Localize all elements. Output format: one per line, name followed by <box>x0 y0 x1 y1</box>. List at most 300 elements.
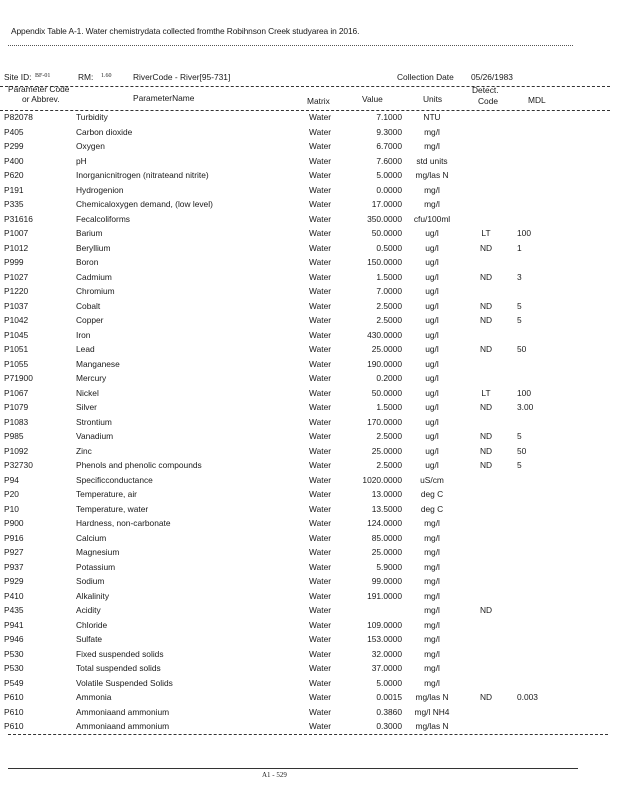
cell-value: 2.5000 <box>376 460 402 470</box>
cell-param-code: P530 <box>4 648 24 659</box>
cell-units: ug/l <box>425 344 439 354</box>
cell-param-name: Ammoniaand ammonium <box>76 721 170 731</box>
cell-value: 350.0000 <box>367 213 402 224</box>
cell-detect-code: LT <box>481 387 491 398</box>
cell-units: mg/l <box>424 663 440 673</box>
cell-value: 0.5000 <box>376 242 402 253</box>
table-row <box>0 632 610 647</box>
cell-mdl: 0.003 <box>517 692 538 702</box>
cell-matrix: Water <box>309 619 332 630</box>
cell-value: 170.0000 <box>367 416 402 427</box>
cell-matrix: Water <box>309 503 332 514</box>
table-row <box>0 212 610 227</box>
collection-date-value: 05/26/1983 <box>471 72 513 82</box>
cell-param-name: Calcium <box>76 532 107 543</box>
cell-matrix: Water <box>309 373 332 383</box>
cell-value: 0.2000 <box>376 373 402 383</box>
cell-param-name: Magnesium <box>76 547 120 557</box>
table-row <box>0 589 610 604</box>
cell-param-name: Strontium <box>76 416 112 427</box>
table-row <box>0 603 610 618</box>
header-param-code: Parameter Code <box>8 84 70 94</box>
cell-value: 190.0000 <box>367 358 402 369</box>
cell-mdl: 1 <box>517 242 522 253</box>
cell-param-code: P929 <box>4 576 24 586</box>
table-row <box>0 139 610 154</box>
cell-param-code: P10 <box>4 503 19 514</box>
header-mdl: MDL <box>528 95 546 105</box>
cell-value: 109.0000 <box>367 619 402 630</box>
cell-matrix: Water <box>309 257 332 267</box>
cell-value: 25.0000 <box>371 547 402 557</box>
cell-value: 5.0000 <box>376 677 402 688</box>
table-row <box>0 400 610 415</box>
cell-units: mg/l <box>424 576 440 586</box>
table-row <box>0 226 610 241</box>
cell-detect-code: ND <box>479 315 493 325</box>
cell-matrix: Water <box>309 199 332 209</box>
header-units: Units <box>423 94 443 104</box>
cell-param-code: P71900 <box>4 373 33 383</box>
cell-param-code: P985 <box>4 431 24 441</box>
cell-param-name: Vanadium <box>76 431 114 441</box>
cell-value: 7.6000 <box>376 155 402 166</box>
table-row <box>0 719 610 734</box>
data-table <box>0 110 610 734</box>
cell-units: ug/l <box>425 416 439 427</box>
cell-value: 2.5000 <box>376 315 402 325</box>
table-row <box>0 676 610 691</box>
table-row <box>0 110 610 125</box>
cell-param-code: P31616 <box>4 213 33 224</box>
header-matrix: Matrix <box>307 96 330 106</box>
cell-param-name: Zinc <box>76 445 92 456</box>
table-row <box>0 386 610 401</box>
cell-param-name: Boron <box>76 257 99 267</box>
cell-value: 0.3860 <box>376 706 402 717</box>
cell-param-code: P549 <box>4 677 24 688</box>
cell-param-code: P1083 <box>4 416 29 427</box>
cell-matrix: Water <box>309 344 332 354</box>
cell-value: 50.0000 <box>371 387 402 398</box>
cell-matrix: Water <box>309 692 332 702</box>
cell-value: 2.5000 <box>376 300 402 311</box>
cell-matrix: Water <box>309 634 332 644</box>
cell-param-name: Silver <box>76 402 97 412</box>
cell-param-code: P400 <box>4 155 24 166</box>
cell-param-code: P1079 <box>4 402 29 412</box>
cell-units: mg/l <box>424 184 440 195</box>
cell-param-code: P916 <box>4 532 24 543</box>
cell-param-code: P1092 <box>4 445 29 456</box>
cell-matrix: Water <box>309 126 332 137</box>
cell-units: cfu/100ml <box>413 213 451 224</box>
cell-matrix: Water <box>309 706 332 717</box>
cell-param-name: Iron <box>76 329 91 340</box>
table-row <box>0 545 610 560</box>
cell-matrix: Water <box>309 416 332 427</box>
table-row <box>0 328 610 343</box>
cell-param-code: P941 <box>4 619 24 630</box>
cell-value: 153.0000 <box>367 634 402 644</box>
cell-mdl: 50 <box>517 344 527 354</box>
cell-matrix: Water <box>309 213 332 224</box>
cell-value: 124.0000 <box>367 518 402 528</box>
cell-value: 1020.0000 <box>362 474 402 485</box>
cell-units: mg/l <box>424 590 440 601</box>
cell-units: mg/las N <box>415 721 449 731</box>
cell-matrix: Water <box>309 286 332 296</box>
cell-param-code: P610 <box>4 721 24 731</box>
cell-param-code: P299 <box>4 141 24 151</box>
cell-matrix: Water <box>309 590 332 601</box>
site-id-value: BF-01 <box>35 73 51 79</box>
cell-detect-code: ND <box>479 460 493 470</box>
cell-param-name: Mercury <box>76 373 107 383</box>
cell-value: 0.0015 <box>376 692 402 702</box>
table-row <box>0 429 610 444</box>
cell-param-name: Volatile Suspended Solids <box>76 677 173 688</box>
cell-mdl: 5 <box>517 431 522 441</box>
cell-units: ug/l <box>425 286 439 296</box>
cell-param-code: P1045 <box>4 329 29 340</box>
cell-matrix: Water <box>309 141 332 151</box>
cell-matrix: Water <box>309 547 332 557</box>
cell-param-name: Lead <box>76 344 95 354</box>
cell-units: ug/l <box>425 329 439 340</box>
table-end-rule <box>8 734 608 735</box>
cell-value: 150.0000 <box>367 257 402 267</box>
cell-param-name: Potassium <box>76 561 116 572</box>
cell-units: ug/l <box>425 373 439 383</box>
cell-units: std units <box>416 155 448 166</box>
cell-param-name: Hardness, non-carbonate <box>76 518 171 528</box>
site-info-bar <box>4 72 604 84</box>
table-row <box>0 618 610 633</box>
cell-value: 1.5000 <box>376 271 402 282</box>
cell-mdl: 100 <box>517 228 531 238</box>
cell-units: ug/l <box>425 300 439 311</box>
cell-matrix: Water <box>309 300 332 311</box>
cell-detect-code: ND <box>479 402 493 412</box>
cell-param-name: Sodium <box>76 576 105 586</box>
cell-units: ug/l <box>425 387 439 398</box>
cell-param-name: Barium <box>76 228 103 238</box>
table-row <box>0 705 610 720</box>
cell-mdl: 5 <box>517 315 522 325</box>
table-row <box>0 284 610 299</box>
table-row <box>0 357 610 372</box>
rm-value: 1.60 <box>101 73 112 79</box>
cell-matrix: Water <box>309 663 332 673</box>
cell-param-name: Acidity <box>76 605 101 615</box>
cell-param-code: P1051 <box>4 344 29 354</box>
cell-units: ug/l <box>425 358 439 369</box>
cell-param-name: Cobalt <box>76 300 101 311</box>
cell-value: 430.0000 <box>367 329 402 340</box>
cell-param-name: Oxygen <box>76 141 105 151</box>
cell-value: 1.5000 <box>376 402 402 412</box>
cell-units: uS/cm <box>420 474 444 485</box>
cell-units: mg/l <box>424 518 440 528</box>
cell-mdl: 3 <box>517 271 522 282</box>
cell-units: mg/l <box>424 141 440 151</box>
cell-detect-code: ND <box>479 445 493 456</box>
cell-param-name: Fixed suspended solids <box>76 648 164 659</box>
cell-matrix: Water <box>309 155 332 166</box>
cell-param-code: P1007 <box>4 228 29 238</box>
collection-date-label: Collection Date <box>397 72 454 82</box>
table-row <box>0 183 610 198</box>
cell-matrix: Water <box>309 445 332 456</box>
cell-units: mg/l <box>424 532 440 543</box>
header-value: Value <box>362 94 383 104</box>
cell-matrix: Water <box>309 329 332 340</box>
table-row <box>0 241 610 256</box>
cell-value: 37.0000 <box>371 663 402 673</box>
cell-units: mg/l <box>424 547 440 557</box>
cell-param-name: Specificconductance <box>76 474 153 485</box>
page-number: A1 - 529 <box>262 771 287 779</box>
cell-param-code: P1220 <box>4 286 29 296</box>
table-row <box>0 444 610 459</box>
cell-param-name: Manganese <box>76 358 120 369</box>
cell-matrix: Water <box>309 387 332 398</box>
cell-matrix: Water <box>309 576 332 586</box>
cell-param-code: P610 <box>4 706 24 717</box>
cell-matrix: Water <box>309 561 332 572</box>
cell-param-code: P82078 <box>4 112 33 122</box>
cell-param-code: P335 <box>4 199 24 209</box>
table-row <box>0 458 610 473</box>
cell-param-name: Chromium <box>76 286 115 296</box>
cell-value: 13.0000 <box>371 489 402 499</box>
header-code: Code <box>478 96 499 106</box>
cell-value: 85.0000 <box>371 532 402 543</box>
cell-param-name: Beryllium <box>76 242 111 253</box>
cell-units: ug/l <box>425 257 439 267</box>
header-or-abbrev: or Abbrev. <box>22 94 60 104</box>
table-row <box>0 661 610 676</box>
cell-param-code: P94 <box>4 474 19 485</box>
header-param-name: ParameterName <box>133 93 195 103</box>
cell-matrix: Water <box>309 358 332 369</box>
cell-param-name: Fecalcoliforms <box>76 213 130 224</box>
cell-param-code: P1037 <box>4 300 29 311</box>
table-row <box>0 255 610 270</box>
cell-param-name: Chemicaloxygen demand, (low level) <box>76 199 213 209</box>
cell-detect-code: LT <box>481 228 491 238</box>
cell-matrix: Water <box>309 242 332 253</box>
page-title: Appendix Table A-1. Water chemistrydata collected fromthe Robihnson Creek studyarea in 2016. <box>11 26 360 36</box>
cell-param-code: P999 <box>4 257 24 267</box>
table-row <box>0 531 610 546</box>
cell-matrix: Water <box>309 228 332 238</box>
table-row <box>0 647 610 662</box>
table-row <box>0 516 610 531</box>
cell-units: ug/l <box>425 402 439 412</box>
cell-detect-code: ND <box>479 300 493 311</box>
table-row <box>0 690 610 705</box>
table-row <box>0 342 610 357</box>
header-detect: Detect. <box>472 85 499 95</box>
table-row <box>0 371 610 386</box>
cell-value: 13.5000 <box>371 503 402 514</box>
cell-param-name: Sulfate <box>76 634 103 644</box>
table-row <box>0 473 610 488</box>
cell-value: 99.0000 <box>371 576 402 586</box>
cell-matrix: Water <box>309 460 332 470</box>
cell-units: mg/l <box>424 648 440 659</box>
table-row <box>0 154 610 169</box>
cell-units: ug/l <box>425 271 439 282</box>
cell-units: NTU <box>423 112 441 122</box>
cell-param-name: Temperature, air <box>76 489 137 499</box>
cell-param-name: Copper <box>76 315 104 325</box>
cell-param-name: Total suspended solids <box>76 663 161 673</box>
cell-detect-code: ND <box>479 692 493 702</box>
cell-units: deg C <box>420 489 444 499</box>
cell-param-code: P620 <box>4 170 24 180</box>
cell-units: mg/l <box>424 126 440 137</box>
site-id-label: Site ID: <box>4 72 32 82</box>
cell-matrix: Water <box>309 170 332 180</box>
table-row <box>0 168 610 183</box>
cell-value: 191.0000 <box>367 590 402 601</box>
cell-param-name: Turbidity <box>76 112 108 122</box>
cell-param-code: P405 <box>4 126 24 137</box>
cell-mdl: 50 <box>517 445 527 456</box>
cell-units: ug/l <box>425 431 439 441</box>
cell-units: mg/l <box>424 634 440 644</box>
cell-detect-code: ND <box>479 605 493 615</box>
table-row <box>0 574 610 589</box>
cell-param-name: Phenols and phenolic compounds <box>76 460 202 470</box>
cell-param-name: Ammoniaand ammonium <box>76 706 170 717</box>
cell-matrix: Water <box>309 532 332 543</box>
cell-value: 0.3000 <box>376 721 402 731</box>
cell-param-code: P1012 <box>4 242 29 253</box>
cell-units: deg C <box>420 503 444 514</box>
cell-param-name: pH <box>76 155 87 166</box>
cell-matrix: Water <box>309 648 332 659</box>
cell-matrix: Water <box>309 677 332 688</box>
cell-value: 6.7000 <box>376 141 402 151</box>
cell-detect-code: ND <box>479 271 493 282</box>
cell-mdl: 5 <box>517 300 522 311</box>
cell-matrix: Water <box>309 721 332 731</box>
cell-param-name: Chloride <box>76 619 108 630</box>
cell-detect-code: ND <box>479 431 493 441</box>
table-row <box>0 502 610 517</box>
cell-value: 25.0000 <box>371 344 402 354</box>
cell-value: 0.0000 <box>376 184 402 195</box>
cell-value: 2.5000 <box>376 431 402 441</box>
cell-matrix: Water <box>309 518 332 528</box>
table-row <box>0 299 610 314</box>
cell-units: ug/l <box>425 242 439 253</box>
cell-param-name: Temperature, water <box>76 503 149 514</box>
cell-mdl: 5 <box>517 460 522 470</box>
cell-matrix: Water <box>309 474 332 485</box>
cell-units: mg/las N <box>415 170 449 180</box>
cell-param-name: Nickel <box>76 387 99 398</box>
cell-value: 50.0000 <box>371 228 402 238</box>
table-row <box>0 125 610 140</box>
cell-param-code: P1067 <box>4 387 29 398</box>
table-row <box>0 487 610 502</box>
cell-value: 25.0000 <box>371 445 402 456</box>
cell-mdl: 100 <box>517 387 531 398</box>
cell-param-code: P32730 <box>4 460 33 470</box>
cell-matrix: Water <box>309 315 332 325</box>
cell-param-name: Carbon dioxide <box>76 126 133 137</box>
cell-units: mg/l <box>424 561 440 572</box>
cell-param-name: Inorganicnitrogen (nitrateand nitrite) <box>76 170 209 180</box>
cell-matrix: Water <box>309 605 332 615</box>
cell-value: 7.1000 <box>376 112 402 122</box>
cell-units: mg/l <box>424 677 440 688</box>
cell-matrix: Water <box>309 112 332 122</box>
cell-value: 5.0000 <box>376 170 402 180</box>
cell-param-code: P530 <box>4 663 24 673</box>
cell-units: ug/l <box>425 460 439 470</box>
river-code: RiverCode - River[95-731] <box>133 72 231 82</box>
cell-param-code: P410 <box>4 590 24 601</box>
table-header <box>0 86 610 110</box>
table-row <box>0 197 610 212</box>
cell-param-code: P900 <box>4 518 24 528</box>
cell-units: mg/l <box>424 605 440 615</box>
cell-param-code: P1027 <box>4 271 29 282</box>
cell-units: ug/l <box>425 228 439 238</box>
table-row <box>0 560 610 575</box>
cell-value: 9.3000 <box>376 126 402 137</box>
cell-matrix: Water <box>309 271 332 282</box>
table-row <box>0 415 610 430</box>
cell-param-code: P1055 <box>4 358 29 369</box>
cell-param-name: Hydrogenion <box>76 184 124 195</box>
cell-units: mg/las N <box>415 692 449 702</box>
cell-detect-code: ND <box>479 242 493 253</box>
rm-label: RM: <box>78 72 94 82</box>
cell-param-name: Cadmium <box>76 271 112 282</box>
cell-units: ug/l <box>425 445 439 456</box>
cell-units: mg/l <box>424 619 440 630</box>
cell-units: mg/l NH4 <box>414 706 450 717</box>
cell-matrix: Water <box>309 431 332 441</box>
cell-param-code: P191 <box>4 184 24 195</box>
cell-mdl: 3.00 <box>517 402 534 412</box>
cell-units: ug/l <box>425 315 439 325</box>
cell-matrix: Water <box>309 489 332 499</box>
cell-param-code: P946 <box>4 634 24 644</box>
cell-matrix: Water <box>309 184 332 195</box>
cell-matrix: Water <box>309 402 332 412</box>
cell-param-code: P20 <box>4 489 19 499</box>
cell-units: mg/l <box>424 199 440 209</box>
cell-detect-code: ND <box>479 344 493 354</box>
table-row <box>0 313 610 328</box>
cell-param-code: P937 <box>4 561 24 572</box>
table-row <box>0 270 610 285</box>
cell-param-code: P435 <box>4 605 24 615</box>
cell-param-code: P610 <box>4 692 24 702</box>
cell-param-code: P1042 <box>4 315 29 325</box>
cell-value: 32.0000 <box>371 648 402 659</box>
title-divider <box>8 45 573 46</box>
footer-rule <box>8 768 578 769</box>
